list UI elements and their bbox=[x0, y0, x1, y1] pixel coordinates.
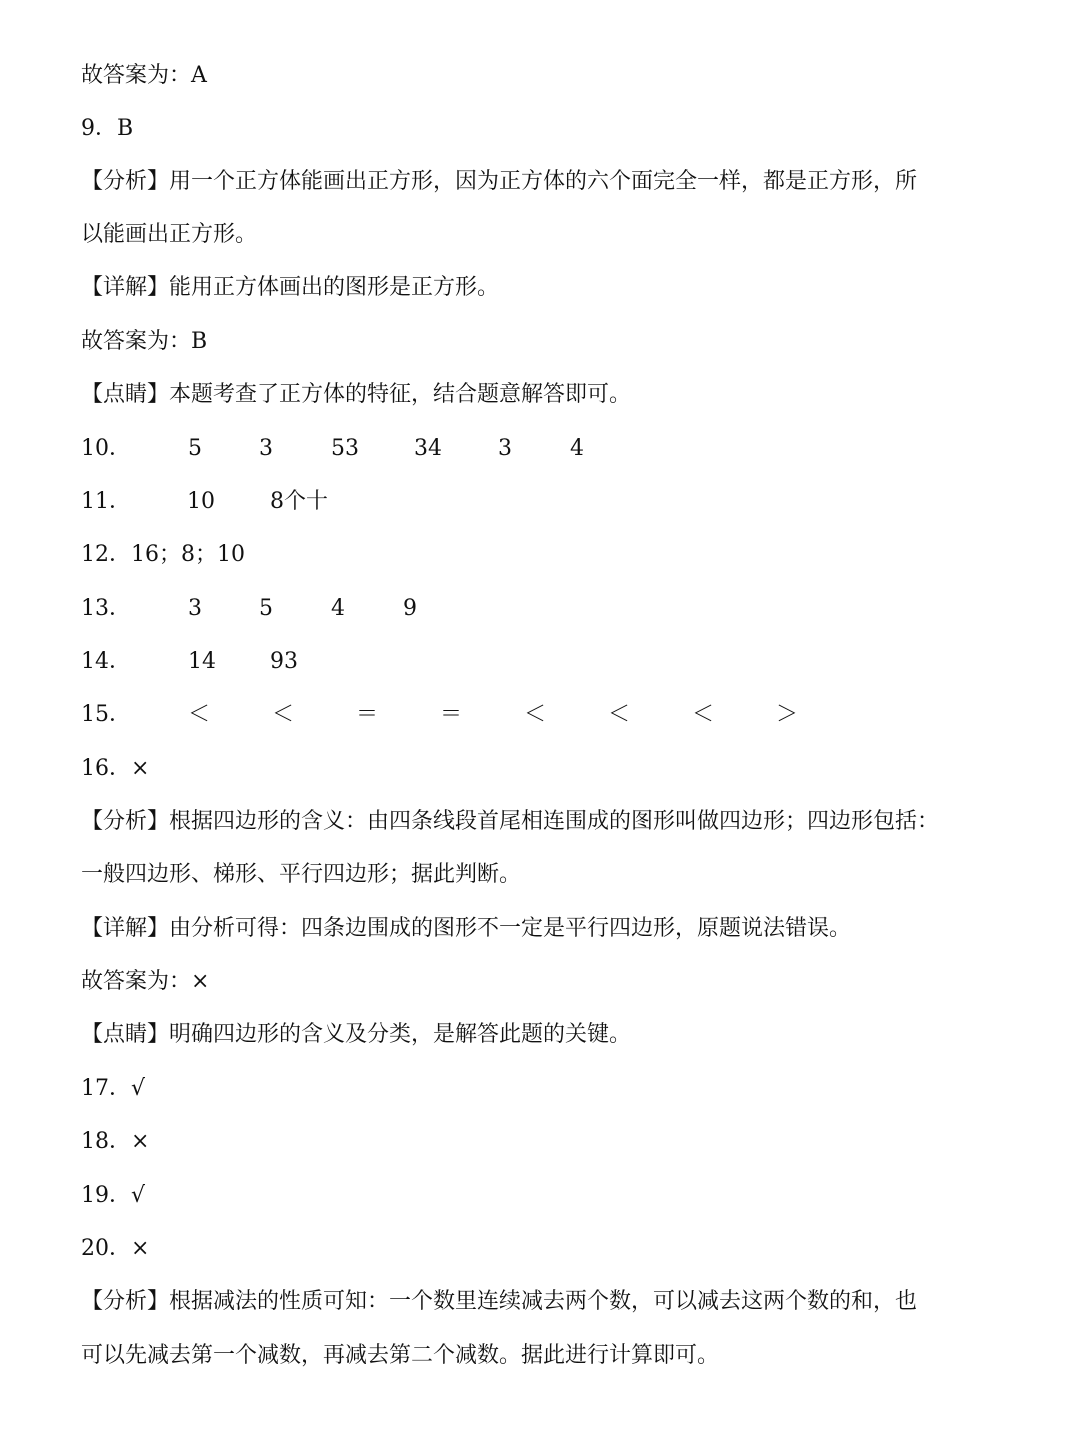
q13-answer-row bbox=[81, 594, 481, 624]
q20-analysis-line2: 可以先减去第一个减数，再减去第二个减数。据此进行计算即可。 bbox=[81, 1343, 720, 1368]
q10-blank-5: 3 bbox=[498, 436, 512, 461]
q13-blank-2: 5 bbox=[259, 596, 273, 621]
q20-analysis-line1: 【分析】根据减法的性质可知：一个数里连续减去两个数，可以减去这两个数的和，也 bbox=[81, 1289, 918, 1314]
q9-analysis-line2: 以能画出正方形。 bbox=[81, 222, 258, 247]
q16-detail: 【详解】由分析可得：四条边围成的图形不一定是平行四边形，原题说法错误。 bbox=[81, 916, 852, 941]
q11-number: 11． bbox=[81, 489, 131, 514]
q14-blank-1: 14 bbox=[188, 649, 216, 674]
q9-analysis-line1: 【分析】用一个正方体能画出正方形，因为正方体的六个面完全一样，都是正方形，所 bbox=[81, 169, 918, 194]
q15-symbol-8: ＞ bbox=[776, 702, 799, 727]
q15-symbol-6: ＜ bbox=[608, 702, 631, 727]
q11-blank-2: 8个十 bbox=[270, 489, 328, 514]
q15-symbol-1: ＜ bbox=[188, 702, 211, 727]
q16-final-answer: 故答案为：× bbox=[81, 969, 210, 994]
q15-symbol-4: ＝ bbox=[440, 702, 463, 727]
q15-answer-row bbox=[81, 700, 841, 730]
q17-answer: 17．√ bbox=[81, 1076, 146, 1101]
q9-final-answer: 故答案为：B bbox=[81, 329, 208, 354]
q16-comment: 【点睛】明确四边形的含义及分类，是解答此题的关键。 bbox=[81, 1022, 632, 1047]
q13-number: 13． bbox=[81, 596, 131, 621]
q9-answer: 9．B bbox=[81, 116, 134, 141]
q15-symbol-5: ＜ bbox=[524, 702, 547, 727]
q16-answer: 16．× bbox=[81, 756, 150, 781]
q14-blank-2: 93 bbox=[270, 649, 298, 674]
q10-answer-row bbox=[81, 434, 781, 464]
q14-answer-row bbox=[81, 647, 381, 677]
q14-number: 14． bbox=[81, 649, 131, 674]
q10-number: 10． bbox=[81, 436, 131, 461]
q16-analysis-line2: 一般四边形、梯形、平行四边形；据此判断。 bbox=[81, 862, 522, 887]
q19-answer: 19．√ bbox=[81, 1183, 146, 1208]
q9-detail: 【详解】能用正方体画出的图形是正方形。 bbox=[81, 275, 500, 300]
q15-symbol-7: ＜ bbox=[692, 702, 715, 727]
q15-symbol-2: ＜ bbox=[272, 702, 295, 727]
q10-blank-6: 4 bbox=[570, 436, 584, 461]
q10-blank-4: 34 bbox=[414, 436, 442, 461]
q18-answer: 18．× bbox=[81, 1129, 150, 1154]
q20-answer: 20．× bbox=[81, 1236, 150, 1261]
q12-answer: 12．16；8；10 bbox=[81, 542, 245, 567]
q10-blank-2: 3 bbox=[259, 436, 273, 461]
q10-blank-1: 5 bbox=[188, 436, 202, 461]
q11-blank-1: 10 bbox=[187, 489, 215, 514]
q13-blank-4: 9 bbox=[403, 596, 417, 621]
answer-line-q8: 故答案为：A bbox=[81, 63, 207, 88]
q15-symbol-3: ＝ bbox=[356, 702, 379, 727]
q9-comment: 【点睛】本题考查了正方体的特征，结合题意解答即可。 bbox=[81, 382, 632, 407]
q16-analysis-line1: 【分析】根据四边形的含义：由四条线段首尾相连围成的图形叫做四边形；四边形包括： bbox=[81, 809, 940, 834]
q11-answer-row bbox=[81, 487, 481, 517]
q13-blank-3: 4 bbox=[331, 596, 345, 621]
q15-number: 15． bbox=[81, 702, 131, 727]
q13-blank-1: 3 bbox=[188, 596, 202, 621]
q10-blank-3: 53 bbox=[331, 436, 359, 461]
